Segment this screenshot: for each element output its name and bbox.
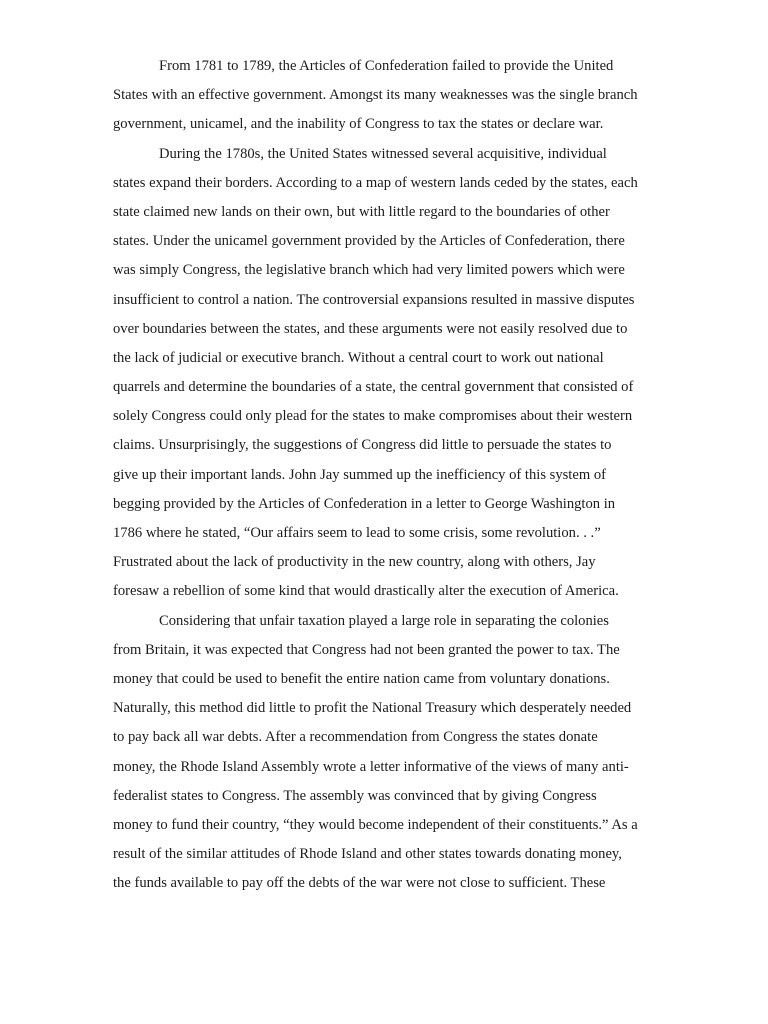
text-line: solely Congress could only plead for the states to make compromises about their western [113,408,633,425]
text-line: quarrels and determine the boundaries of a state, the central government that consisted of [113,379,634,396]
text-line: Considering that unfair taxation played a large role in separating the colonies [159,612,609,629]
text-line: From 1781 to 1789, the Articles of Confederation failed to provide the United [159,58,614,74]
text-line: Naturally, this method did little to profit the National Treasury which desperately needed [113,700,632,717]
text-line: claims. Unsurprisingly, the suggestions of Congress did little to persuade the states to [113,437,612,454]
text-line: foresaw a rebellion of some kind that would drastically alter the execution of America. [113,583,619,600]
text-line: states expand their borders. According to a map of western lands ceded by the states, each [113,174,638,191]
text-line: state claimed new lands on their own, but with little regard to the boundaries of other [113,203,610,220]
text-line: During the 1780s, the United States witnessed several acquisitive, individual [159,145,607,162]
text-line: money, the Rhode Island Assembly wrote a letter informative of the views of many anti- [113,758,629,775]
text-line: over boundaries between the states, and these arguments were not easily resolved due to [113,320,628,337]
paragraph [113,52,655,140]
text-line: 1786 where he stated, “Our affairs seem to lead to some crisis, some revolution. . .” [113,525,601,541]
text-line: result of the similar attitudes of Rhode Island and other states towards donating money, [113,846,622,863]
text-line: the funds available to pay off the debts of the war were not close to sufficient. These [113,875,606,892]
text-line: States with an effective government. Amongst its many weaknesses was the single branch [113,87,638,104]
paragraph [113,607,655,899]
text-line: to pay back all war debts. After a recommendation from Congress the states donate [113,729,598,746]
text-line: states. Under the unicamel government provided by the Articles of Confederation, there [113,233,625,250]
text-line: was simply Congress, the legislative branch which had very limited powers which were [113,262,625,279]
text-line: from Britain, it was expected that Congress had not been granted the power to tax. The [113,641,620,658]
essay-body [113,52,655,898]
text-line: federalist states to Congress. The assembly was convinced that by giving Congress [113,787,597,804]
text-line: begging provided by the Articles of Confederation in a letter to George Washington in [113,495,616,512]
paragraph [113,140,655,607]
text-line: the lack of judicial or executive branch. Without a central court to work out national [113,349,604,366]
text-line: Frustrated about the lack of productivity in the new country, along with others, Jay [113,554,596,571]
text-line: money that could be used to benefit the entire nation came from voluntary donations. [113,670,610,687]
text-line: insufficient to control a nation. The controversial expansions resulted in massive disputes [113,291,635,308]
text-line: government, unicamel, and the inability of Congress to tax the states or declare war. [113,116,604,133]
text-line: give up their important lands. John Jay summed up the inefficiency of this system of [113,466,606,483]
text-line: money to fund their country, “they would become independent of their constituents.” As a [113,816,638,833]
